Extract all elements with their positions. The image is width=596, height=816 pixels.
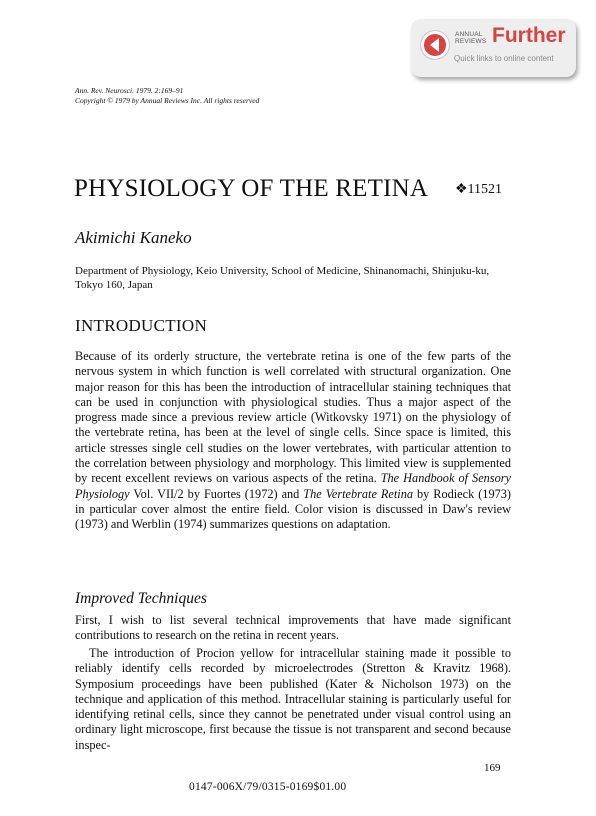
back-arrow-icon (421, 31, 449, 59)
author-affiliation: Department of Physiology, Keio University, School of Medicine, Shinanomachi, Shinjuku-ku, Tokyo 160, Japan (75, 265, 490, 291)
page-number: 169 (484, 762, 501, 774)
journal-citation: Ann. Rev. Neurosci. 1979. 2:169–91 (75, 86, 184, 95)
price-code: 0147-006X/79/0315-0169$01.00 (189, 781, 347, 793)
badge-tagline: Quick links to online content (454, 54, 554, 63)
introduction-paragraph: Because of its orderly structure, the vertebrate retina is one of the few parts of the nervous system in which function is well correlated with structural organization. One major reason for this has been the introduction of intracellular staining techniques that can be used in conjunction with physiological studies. Thus a major aspect of the progress made since a previous review article (Witkovsky 1971) on the physiology of the vertebrate retina, has been at the level of single cells. Since space is limited, this article stresses single cell studies on the lower vertebrates, with particular attention to the correlation between physiology and morphology. This limited view is supplemented by recent excellent reviews on various aspects of the retina. The Handbook of Sensory Physiology Vol. VII/2 by Fuortes (1972) and The Vertebrate Retina by Rodieck (1973) in particular cover almost the entire field. Color vision is discussed in Daw's review (1973) and Werblin (1974) summarizes questions on adaptation. (75, 349, 511, 532)
copyright-notice: Copyright © 1979 by Annual Reviews Inc. All rights reserved (75, 96, 260, 105)
further-badge[interactable] (411, 19, 576, 77)
techniques-paragraph-1: First, I wish to list several technical improvements that have made significant contributions to research on the retina in recent years. (75, 613, 511, 643)
author-name: Akimichi Kaneko (75, 228, 192, 247)
article-number: ❖11521 (455, 182, 503, 197)
badge-title: Further (492, 24, 566, 47)
article-title: PHYSIOLOGY OF THE RETINA (74, 175, 429, 202)
section-heading-introduction: INTRODUCTION (75, 316, 208, 335)
subsection-heading-techniques: Improved Techniques (75, 590, 207, 607)
techniques-paragraph-2: The introduction of Procion yellow for intracellular staining made it possible to reliably identify cells recorded by microelectrodes (Stretton & Kravitz 1968). Symposium proceedings have been published (Kater & Nicholson 1973) on the technique and application of this method. Intracellular staining is particularly useful for identifying retinal cells, since they cannot be penetrated under visual control using an ordinary light microscope, first because the tissue is not transparent and second because inspec- (75, 646, 511, 752)
badge-brand: ANNUAL REVIEWS (455, 31, 487, 45)
